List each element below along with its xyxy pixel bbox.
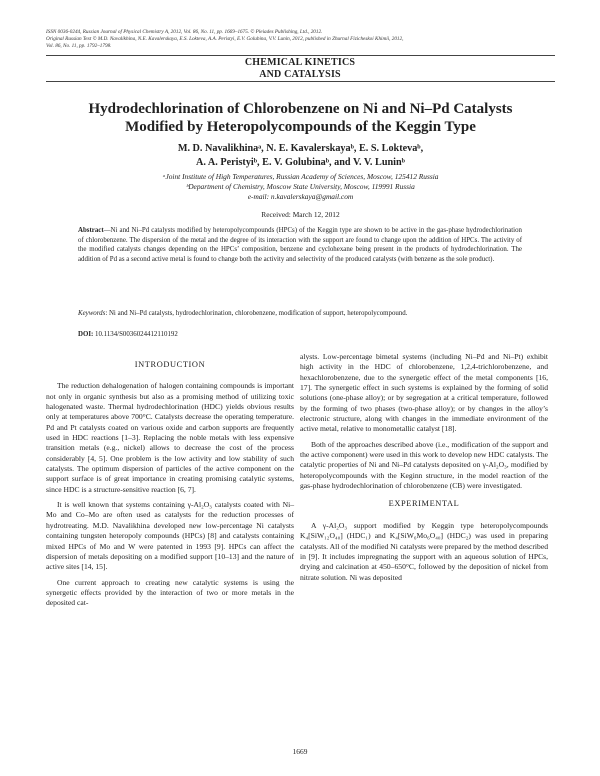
received-date: Received: March 12, 2012 bbox=[261, 210, 340, 219]
contact-email[interactable]: e-mail: n.kavalerskaya@gmail.com bbox=[247, 192, 354, 201]
affiliation-a: ᵃJoint Institute of High Temperatures, Russian Academy of Sciences, Moscow, 125412 Russia bbox=[162, 172, 439, 181]
abstract-text: —Ni and Ni–Pd catalysts modified by heteropolycompounds (HPCs) of the Keggin type are shown to be active in the gas-phase hydrodechlorination of chlorobenzene. The dispersion of the metal and the degree of its interaction with the support are found to change upon the addition of HPCs. The activity of the modified catalysts changes depending on the HPCs’ composition, benzene and cyclohexane being present in the products of hydrodechlorination. The addition of Pd as a second active metal is found to change both the activity and selectivity of the produced catalysts (with benzene as the sole product). bbox=[78, 227, 522, 263]
journal-header-line: Original Russian Text © M.D. Navalikhina, N.E. Kavalerskaya, E.S. Lokteva, A.A. Peristyi, E.V. Golubina, V.V. Lunin, 2012, published in Zhurnal Fizicheskoi Khimii, 2012, bbox=[46, 36, 404, 42]
doi bbox=[78, 330, 522, 340]
doi-label: DOI: bbox=[78, 331, 94, 338]
intro-paragraph: It is well known that systems containing γ-Al₂O₃ catalysts coated with Ni–Mo and Co–Mo are often used as catalysts for the reduction processes of hydrotreating. M.D. Navalikhina developed new low-percentage Ni catalysts containing tungsten heteropoly compounds (HPCs) [8] and catalysts containing mixed HPCs of Mo and W were patented in 1993 [9]. HPCs can affect the dispersion of metals depositing on a modified support [10–13] and the nature of active sites [14, 15]. bbox=[46, 500, 294, 572]
intro-paragraph: The reduction dehalogenation of halogen containing compounds is important not only in organic synthesis but also as a promising method of utilizing toxic halogenated waste. Thermal hydrodechlorination (HDC) yields obvious results only at temperatures above 700°C. Catalysts decrease the operating temperature. Pd and Pt catalysts coated on various oxide and carbon supports are frequently used in HDC reactions [1–3]. Replacing the noble metals with less expensive transition metals (e.g., nickel) allows to decrease the cost of the process considerably [4, 5]. One problem is the low activity and low stability of such catalysts. The optimum dispersion of particles of the active component on the support surface is of great importance in creating promising catalytic systems, since HDC is a structure-sensitive reaction [6, 7]. bbox=[46, 381, 294, 494]
doi-value[interactable]: 10.1134/S0036024412110192 bbox=[93, 331, 178, 338]
abstract bbox=[78, 226, 522, 264]
keywords bbox=[78, 309, 522, 319]
left-column bbox=[46, 352, 294, 614]
intro-paragraph: One current approach to creating new catalytic systems is using the synergetic effects provided by the interaction of two or more metals in the deposited cat- bbox=[46, 577, 294, 608]
section-label-line: CHEMICAL KINETICS bbox=[244, 57, 356, 68]
section-label-line: AND CATALYSIS bbox=[259, 68, 341, 80]
paper-title bbox=[46, 100, 555, 136]
intro-paragraph: Both of the approaches described above (i.e., modification of the support and the active component) were used in this work to develop new HDC catalysts. The catalytic properties of Ni and Ni–Pd catalysts deposited on γ-Al₂O₃, modified by heteropolycompounds with the Keginn structure, in the model reaction of the gas-phase hydrodechlorination of chlorobenzene (CB) were investigated. bbox=[300, 439, 548, 491]
journal-header-line: ISSN 0036-0244, Russian Journal of Physical Chemistry A, 2012, Vol. 86, No. 11, pp. 1669–1675. © Pleiades Publishing, Ltd., 2012. bbox=[46, 29, 323, 35]
experimental-paragraph: A γ-Al₂O₃ support modified by Keggin type heteropolycompounds K₄[SiW₁₂O₄₀] (HDC₁) and K₄[SiW₆Mo₆O₄₀] (HDC₂) was used in preparing catalysts. All of the modified Ni catalysts were prepared by the method described in [9]. It includes impregnating the support with an aqueous solution of HPCs, drying and calcination at 450–650°C, followed by the deposition of nickel from nitrate solution. Ni was deposited bbox=[300, 520, 548, 582]
page-number: 1669 bbox=[292, 747, 308, 756]
journal-header bbox=[46, 29, 556, 50]
section-label bbox=[215, 57, 385, 80]
abstract-label: Abstract bbox=[78, 227, 104, 234]
journal-header-line: Vol. 86, No. 11, pp. 1792–1798. bbox=[46, 43, 112, 49]
top-divider bbox=[46, 55, 555, 56]
section-divider bbox=[46, 81, 555, 82]
affiliations bbox=[46, 172, 555, 202]
introduction-heading: INTRODUCTION bbox=[134, 360, 206, 369]
intro-paragraph: alysts. Low-percentage bimetal systems (including Ni–Pd and Ni–Pt) exhibit high activity in the HDC of chlorobenzene, 1,2,4-trichlorobenzene, and hexachlorobenzene, due to the synergetic effect of the metal components [16, 17]. The synergetic effect in such systems is explained by the forming of solid solutions (one-phase alloy); or by segregation at a critical temperature, followed by the forming of two phases (two-phase alloy); or by changes in the alloy’s electronic structure, along with changes in the immediate environment of the active metal, relative to monometallic catalyst [18]. bbox=[300, 352, 548, 434]
title-line: Modified by Heteropolycompounds of the Keggin Type bbox=[125, 119, 476, 135]
author-list bbox=[46, 142, 555, 169]
right-column bbox=[300, 352, 548, 588]
experimental-heading: EXPERIMENTAL bbox=[388, 499, 460, 509]
affiliation-b: ᵇDepartment of Chemistry, Moscow State University, Moscow, 119991 Russia bbox=[186, 182, 415, 191]
title-line: Hydrodechlorination of Chlorobenzene on Ni and Ni–Pd Catalysts bbox=[88, 101, 513, 117]
keywords-label: Keywords bbox=[78, 310, 106, 317]
keywords-text: : Ni and Ni–Pd catalysts, hydrodechlorination, chlorobenzene, modification of support, heteropolycompound. bbox=[105, 310, 408, 317]
author-line: A. A. Peristyiᵇ, E. V. Golubinaᵇ, and V. V. Luninᵇ bbox=[196, 156, 405, 168]
author-line: M. D. Navalikhinaᵃ, N. E. Kavalerskayaᵇ, E. S. Loktevaᵇ, bbox=[177, 143, 424, 154]
